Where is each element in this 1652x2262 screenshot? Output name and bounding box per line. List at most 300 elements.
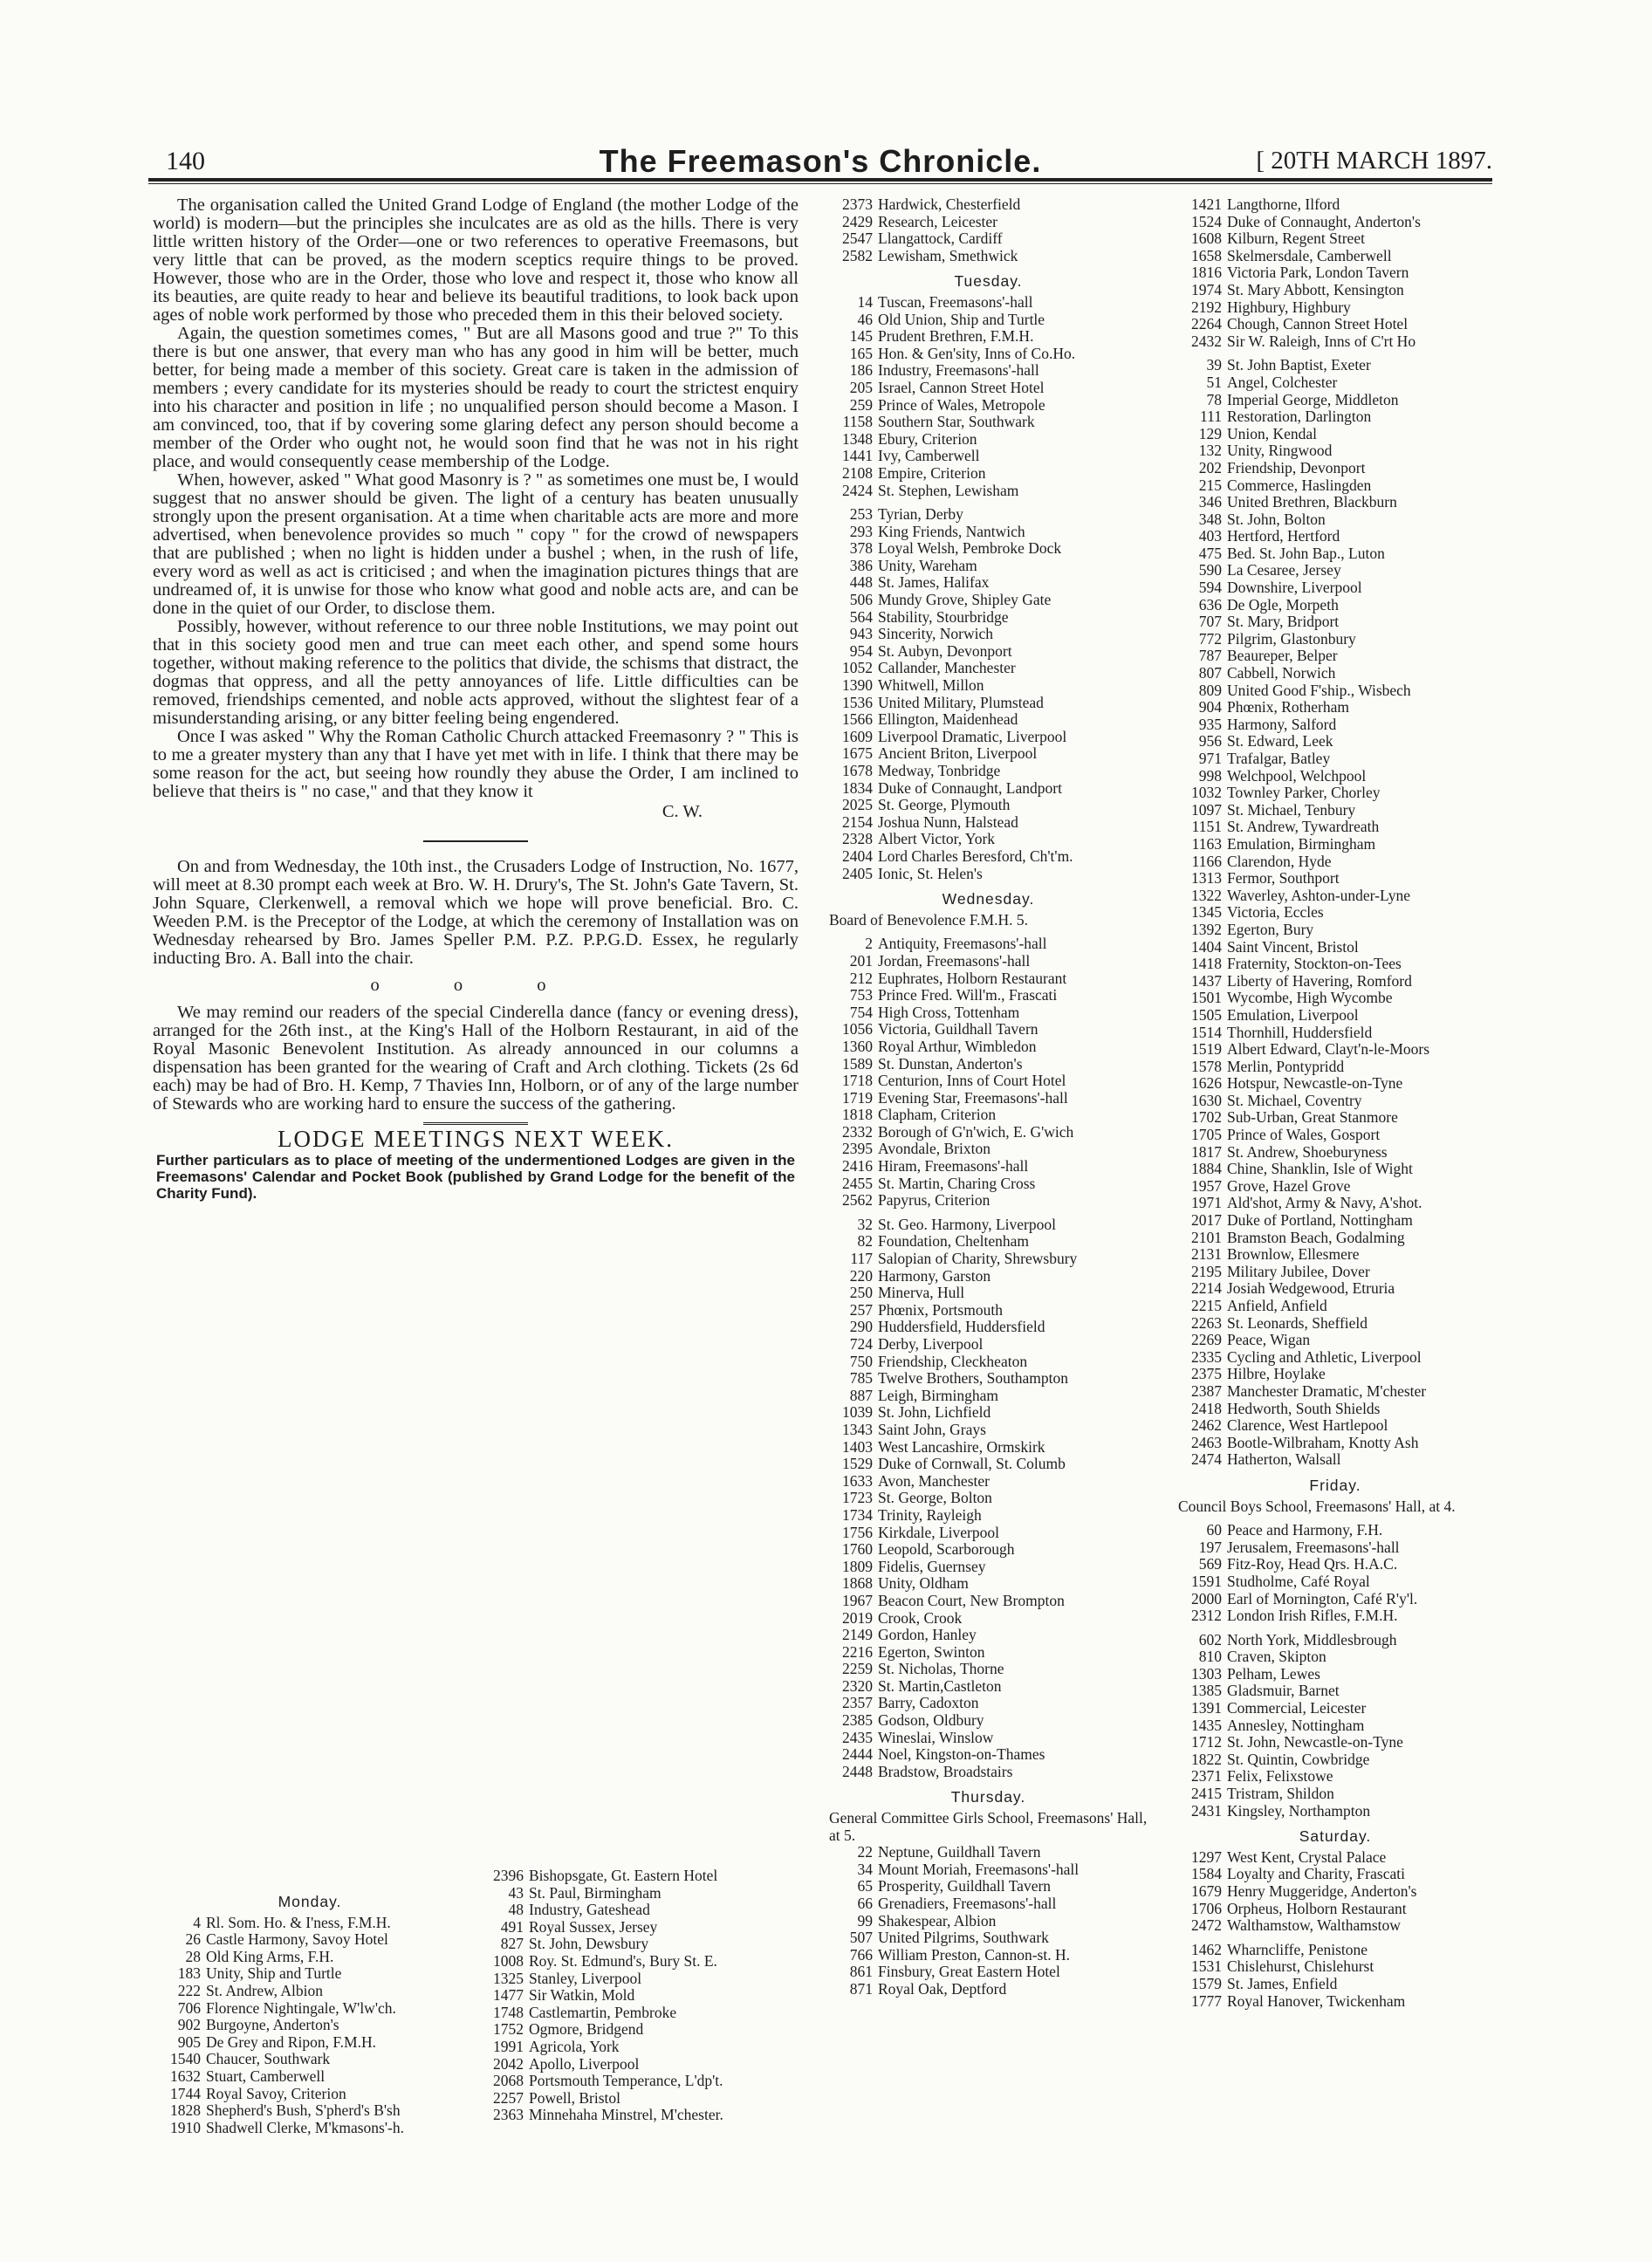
lodge-number: 222 [177,1982,201,1999]
lodge-entry [820,1490,1156,1507]
lodge-name: Royal Hanover, Twickenham [1227,1992,1406,2010]
lodge-name: Prince of Wales, Metropole [878,396,1045,414]
lodge-number: 1052 [842,660,873,677]
lodge-name: Beacon Court, New Brompton [878,1592,1065,1609]
lodge-entry [1169,1942,1501,1959]
lodge-name: Old King Arms, F.H. [206,1948,334,1965]
lodge-name: St. John, Lichfield [878,1404,991,1422]
lodge-entry [1169,1161,1501,1178]
lodge-name: Empire, Criterion [878,464,986,482]
lodge-name: Florence Nightingale, W'lw'ch. [206,1999,396,2017]
lodge-number: 1712 [1191,1734,1222,1751]
lodge-number: 1705 [1191,1127,1222,1144]
lodge-entry [1169,904,1501,922]
lodge-entry [1169,751,1501,768]
lodge-name: Ebury, Criterion [878,430,977,448]
lodge-entry [820,1981,1156,1998]
issue-date: [ 20TH MARCH 1897. [1256,147,1492,175]
lodge-number: 1816 [1191,264,1222,282]
lodge-name: Finsbury, Great Eastern Hotel [878,1964,1060,1981]
lodge-entry [1169,333,1501,351]
lodge-name: Mount Moriah, Freemasons'-hall [878,1861,1080,1878]
lodge-number: 448 [849,574,873,592]
lodge-name: Tyrian, Derby [878,506,963,524]
lodge-entry [1169,648,1501,665]
lodge-entry [1169,613,1501,631]
lodge-number: 2395 [842,1141,873,1158]
lodge-entry [1169,1127,1501,1144]
day-heading-wednesday: Wednesday. [942,890,1035,908]
lodge-name: St. Quintin, Cowbridge [1227,1751,1370,1768]
lodge-entry [1169,1195,1501,1212]
lodge-entry [820,831,1156,848]
lodge-number: 1158 [842,414,873,431]
lodge-entry [820,1507,1156,1525]
lodge-name: St. Martin,Castleton [878,1677,1002,1695]
lodge-name: Papyrus, Criterion [878,1192,991,1210]
lodge-number: 111 [1200,408,1222,426]
lodge-number: 250 [849,1285,873,1302]
lodge-number: 810 [1198,1649,1222,1666]
lodge-number: 787 [1198,648,1222,665]
lodge-number: 1303 [1191,1665,1222,1683]
lodge-entry [1169,922,1501,939]
lodge-name: Royal Arthur, Wimbledon [878,1038,1037,1055]
lodge-number: 1391 [1191,1700,1222,1717]
lodge-entry [1169,1315,1501,1333]
lodge-entry [1169,248,1501,265]
lodge-entry [820,214,1156,231]
lodge-number: 785 [849,1370,873,1388]
lodge-entry [820,970,1156,988]
lodge-number: 1723 [842,1490,873,1507]
lodge-entry [820,695,1156,712]
lodge-entry [1169,785,1501,802]
lodge-entry [820,1158,1156,1176]
lodge-number: 2448 [842,1763,873,1780]
lodge-entry [820,1285,1156,1302]
lodge-name: Prudent Brethren, F.M.H. [878,328,1034,346]
lodge-entry [1169,214,1501,231]
lodge-entry [1169,870,1501,888]
lodge-name: St. James, Enfield [1227,1975,1338,1992]
lodge-list [820,294,1156,499]
lodge-name: St. John, Dewsbury [529,1936,649,1953]
lodge-entry [1169,460,1501,477]
lodge-number: 2131 [1191,1246,1222,1264]
lodge-entry [1169,1917,1501,1935]
lodge-name: Emulation, Birmingham [1227,835,1376,853]
lodge-number: 2 [865,936,873,953]
lodge-name: Hatherton, Walsall [1227,1451,1341,1469]
lodge-number: 220 [849,1267,873,1285]
lodge-name: Angel, Colchester [1227,374,1338,391]
header-rule [148,178,1492,182]
lodge-entry [820,294,1156,312]
lodge-name: Roy. St. Edmund's, Bury St. E. [529,1952,717,1970]
lodge-number: 750 [849,1353,873,1370]
lodge-name: Trafalgar, Batley [1227,751,1331,767]
lodge-name: Liverpool Dramatic, Liverpool [878,728,1067,745]
lodge-number: 1974 [1191,281,1222,298]
lodge-number: 2025 [842,797,873,814]
lodge-name: Victoria Park, London Tavern [1227,264,1409,282]
lodge-name: St. George, Plymouth [878,797,1011,814]
lodge-number: 117 [850,1251,873,1268]
lodge-number: 293 [849,523,873,540]
lodge-number: 2259 [842,1661,873,1678]
lodge-name: Bishopsgate, Gt. Eastern Hotel [529,1868,718,1884]
lodge-entry [820,1370,1156,1388]
lodge-name: Ald'shot, Army & Navy, A'shot. [1227,1195,1422,1212]
wednesday-note: Board of Benevolence F.M.H. 5. [829,910,1028,929]
lodge-number: 594 [1198,579,1222,597]
lodge-entry [820,414,1156,431]
lodge-name: Hotspur, Newcastle-on-Tyne [1227,1075,1403,1093]
lodge-name: Prince of Wales, Gosport [1227,1127,1381,1144]
lodge-entry [820,1004,1156,1022]
lodge-number: 1718 [842,1073,873,1090]
lodge-number: 78 [1206,391,1222,408]
lodge-entry [820,643,1156,661]
lodge-entry [1169,1849,1501,1867]
lodge-number: 22 [857,1844,873,1861]
lodge-number: 753 [849,987,873,1004]
lodge-entry [820,1319,1156,1336]
lodge-name: Duke of Cornwall, St. Columb [878,1456,1066,1473]
lodge-entry [1169,511,1501,529]
lodge-number: 48 [508,1902,524,1919]
lodge-number: 1626 [1191,1075,1222,1093]
lodge-number: 1519 [1191,1041,1222,1059]
lodge-number: 43 [508,1884,524,1902]
lodge-number: 1360 [842,1038,873,1055]
lodge-list [1169,1632,1501,1820]
lodge-number: 202 [1198,459,1222,476]
lodge-name: Royal Oak, Deptford [878,1980,1007,1998]
lodge-entry [1169,682,1501,700]
third-column [1169,196,1501,2010]
lodge-number: 197 [1198,1539,1222,1556]
lodge-entry [1169,973,1501,990]
lodge-entry [471,1936,799,1953]
lodge-entry [820,465,1156,483]
lodge-entry [1169,699,1501,716]
lodge-number: 1748 [493,2004,524,2021]
lodge-entry [1169,1786,1501,1803]
lodge-number: 507 [849,1930,873,1947]
lodge-entry [820,1593,1156,1610]
lodge-entry [820,1559,1156,1576]
lodge-name: Victoria, Eccles [1227,904,1324,922]
lodge-number: 590 [1198,562,1222,579]
lodge-number: 259 [849,396,873,414]
lodge-name: Shepherd's Bush, S'pherd's B'sh [206,2102,401,2120]
lodge-name: De Ogle, Morpeth [1227,596,1339,613]
lodge-name: St. John, Bolton [1227,511,1326,528]
lodge-number: 2547 [842,230,873,248]
lodge-number: 2373 [842,196,873,213]
lodge-name: Sincerity, Norwich [878,626,994,643]
lodge-number: 998 [1198,767,1222,785]
essay-paragraph: Once I was asked " Why the Roman Catholic Church attacked Freemasonry ? " This is to me a greater mystery than any that I have yet met with in life. I think that there may be some reason for the act, but seeing how roundly they abuse the Order, I am inclined to believe that theirs is " no case," and that they know it [153,727,799,801]
lodge-entry [1169,1007,1501,1025]
lodge-name: Phœnix, Portsmouth [878,1301,1003,1319]
lodge-entry [820,1073,1156,1090]
lodge-entry [820,1947,1156,1964]
lodge-entry [1169,1607,1501,1625]
lodge-entry [1169,299,1501,317]
lodge-name: Craven, Skipton [1227,1649,1326,1666]
lodge-entry [820,1354,1156,1371]
lodge-number: 1297 [1191,1848,1222,1866]
lodge-name: Merlin, Pontypridd [1227,1058,1345,1075]
lodge-number: 2444 [842,1746,873,1764]
lodge-number: 1868 [842,1575,873,1593]
lodge-number: 2019 [842,1609,873,1627]
lodge-number: 2216 [842,1643,873,1661]
lodge-entry [820,1021,1156,1038]
lodge-entry [820,1661,1156,1678]
lodge-entry [1169,597,1501,614]
lodge-entry [1169,768,1501,785]
lodge-number: 60 [1206,1522,1222,1539]
lodge-entry [1169,357,1501,374]
lodge-entry [820,1217,1156,1234]
lodge-number: 2385 [842,1712,873,1730]
lodge-entry [820,1964,1156,1981]
lodge-entry [1169,1883,1501,1901]
lodge-name: Whitwell, Millon [878,677,984,695]
lodge-entry [148,2120,471,2137]
lodge-entry [1169,1109,1501,1127]
lodge-number: 1536 [842,694,873,711]
lodge-number: 2371 [1191,1768,1222,1786]
lodge-entry [471,1919,799,1936]
lodge-name: Fidelis, Guernsey [878,1558,986,1575]
lodge-number: 2269 [1191,1332,1222,1349]
lodge-entry [1169,374,1501,392]
lodge-number: 253 [849,506,873,524]
lodge-number: 2462 [1191,1417,1222,1435]
lodge-name: Military Jubilee, Dover [1227,1263,1370,1280]
lodge-number: 754 [849,1004,873,1021]
lodge-number: 1632 [170,2067,201,2085]
lodge-number: 2017 [1191,1212,1222,1230]
lodge-name: Chaucer, Southwark [206,2051,331,2068]
lodge-name: Royal Savoy, Criterion [206,2085,346,2102]
lodge-number: 2263 [1191,1314,1222,1332]
lodge-name: St. Stephen, Lewisham [878,482,1019,499]
lodge-name: Salopian of Charity, Shrewsbury [878,1251,1078,1268]
lodge-entry [1169,1366,1501,1383]
lodge-entry [820,1439,1156,1457]
lodge-entry [820,1541,1156,1559]
lodge-entry [1169,1866,1501,1883]
lodge-name: Walthamstow, Walthamstow [1227,1917,1401,1935]
lodge-name: Lord Charles Beresford, Ch't'm. [878,847,1073,865]
lodge-number: 569 [1198,1556,1222,1573]
header-rule-thin [148,183,1492,184]
lodge-entry [820,1712,1156,1730]
lodge-name: Avon, Manchester [878,1472,990,1490]
lodge-entry [1169,716,1501,734]
lodge-entry [820,592,1156,609]
lodge-number: 564 [849,608,873,626]
lodge-number: 887 [849,1387,873,1404]
lodge-number: 1404 [1191,938,1222,956]
lodge-name: Pelham, Lewes [1227,1665,1320,1683]
lodge-name: Tuscan, Freemasons'-hall [878,293,1033,311]
lodge-entry [1169,1522,1501,1539]
lodge-name: Lewisham, Smethwick [878,247,1018,264]
lodge-entry [820,866,1156,883]
lodge-entry [1169,1901,1501,1918]
lodge-name: Minerva, Hull [878,1285,965,1302]
lodge-entry [820,397,1156,415]
second-column [820,196,1156,1998]
lodge-entry [1169,1717,1501,1735]
lodge-number: 1706 [1191,1900,1222,1917]
lodge-number: 1322 [1191,887,1222,904]
lodge-number: 2387 [1191,1382,1222,1400]
lodge-name: Hedworth, South Shields [1227,1400,1381,1417]
lodge-entry [1169,1451,1501,1469]
lodge-name: Twelve Brothers, Southampton [878,1370,1068,1388]
lodge-name: St. Dunstan, Anderton's [878,1055,1023,1073]
lodge-number: 186 [849,362,873,380]
lodge-entry [471,1971,799,1988]
lodge-number: 2068 [493,2073,524,2090]
lodge-name: Evening Star, Freemasons'-hall [878,1089,1068,1107]
lodge-number: 1163 [1191,835,1222,853]
lodge-number: 1991 [493,2038,524,2055]
lodge-entry [1169,836,1501,853]
lodge-number: 290 [849,1319,873,1336]
lodge-number: 1884 [1191,1161,1222,1178]
lodge-entry [1169,1383,1501,1401]
lodge-name: Duke of Portland, Nottingham [1227,1212,1413,1230]
lodge-name: Unity, Oldham [878,1575,969,1593]
lodge-name: Sir Watkin, Mold [529,1987,635,2005]
lodge-name: St. Michael, Tenbury [1227,801,1356,819]
lodge-name: Union, Kendal [1227,425,1318,442]
lodge-number: 707 [1198,613,1222,631]
lodge-entry [820,346,1156,363]
lodge-number: 1910 [170,2119,201,2136]
lodge-list [820,936,1156,1210]
lodge-entry [1169,408,1501,426]
lodge-entry [471,2039,799,2056]
lodge-entry [1169,853,1501,871]
lodge-number: 506 [849,592,873,609]
lodge-number: 403 [1198,528,1222,545]
lodge-name: Unity, Ringwood [1227,442,1333,460]
lodge-entry [471,1885,799,1902]
lodge-number: 2215 [1191,1298,1222,1314]
lodge-name: Friendship, Devonport [1227,459,1366,476]
lodge-number: 205 [849,379,873,396]
lodge-entry [820,1251,1156,1268]
lodge-number: 1056 [842,1021,873,1038]
lodge-number: 827 [500,1936,524,1953]
lodge-entry [1169,545,1501,563]
lodge-number: 212 [849,970,873,987]
lodge-name: United Good F'ship., Wisbech [1227,682,1411,699]
lodge-entry [820,936,1156,953]
lodge-number: 1477 [493,1987,524,2005]
lodge-entry [1169,264,1501,282]
lodge-name: Peace, Wigan [1227,1332,1311,1349]
lodge-entry [1169,1178,1501,1196]
lodge-number: 257 [849,1301,873,1319]
lodge-name: Pilgrim, Glastonbury [1227,630,1356,648]
lodge-entry [820,248,1156,265]
lodge-number: 348 [1198,511,1222,528]
lodge-name: Burgoyne, Anderton's [206,2017,339,2034]
day-heading-tuesday: Tuesday. [954,272,1023,291]
lodge-name: Tristram, Shildon [1227,1786,1334,1803]
lodge-name: Wharncliffe, Penistone [1227,1941,1368,1958]
lodge-name: St. Martin, Charing Cross [878,1175,1036,1192]
lodge-name: Sub-Urban, Great Stanmore [1227,1109,1398,1127]
lodge-name: Castle Harmony, Savoy Hotel [206,1931,388,1949]
lodge-entry [820,1878,1156,1895]
lodge-number: 902 [177,2017,201,2034]
lodge-name: Shakespear, Albion [878,1912,997,1930]
lodge-entry [820,196,1156,214]
lodge-list [1169,1522,1501,1625]
lodge-entry [820,797,1156,814]
lodge-name: Castlemartin, Pembroke [529,2004,677,2021]
lodge-name: Egerton, Bury [1227,921,1314,938]
lodge-name: Callander, Manchester [878,660,1016,677]
lodge-number: 34 [857,1861,873,1878]
lodge-name: Ogmore, Bridgend [529,2021,644,2039]
lodge-name: St. James, Halifax [878,574,990,592]
lodge-number: 2431 [1191,1802,1222,1820]
lodge-entry [1169,631,1501,648]
lodge-name: London Irish Rifles, F.M.H. [1227,1607,1398,1625]
lodge-number: 971 [1198,751,1222,767]
lodge-entry [820,1610,1156,1628]
lodge-entry [1169,733,1501,751]
lodge-number: 724 [849,1336,873,1353]
lodge-entry [148,2068,471,2086]
lodge-entry [1169,819,1501,836]
section-divider-double [423,1122,528,1125]
lodge-number: 2257 [493,2089,524,2107]
lodge-name: United Pilgrims, Southwark [878,1930,1049,1947]
lodge-entry [820,626,1156,643]
lodge-number: 215 [1198,476,1222,494]
lodge-number: 1817 [1191,1143,1222,1161]
lodge-list [1169,196,1501,350]
lodge-number: 1531 [1191,1958,1222,1976]
lodge-entry [820,1678,1156,1696]
lodge-number: 2463 [1191,1434,1222,1451]
lodge-entry [820,1525,1156,1542]
lodge-number: 602 [1198,1631,1222,1649]
lodge-name: St. John Baptist, Exeter [1227,357,1371,374]
lodge-name: Centurion, Inns of Court Hotel [878,1073,1066,1090]
lodge-name: Shadwell Clerke, M'kmasons'-h. [206,2119,404,2136]
lodge-name: Bradstow, Broadstairs [878,1763,1013,1780]
friday-note: Council Boys School, Freemasons' Hall, at 4. [1178,1497,1456,1515]
lodge-entry [1169,196,1501,214]
lodge-name: Israel, Cannon Street Hotel [878,379,1045,396]
lodge-name: Clapham, Criterion [878,1107,997,1124]
